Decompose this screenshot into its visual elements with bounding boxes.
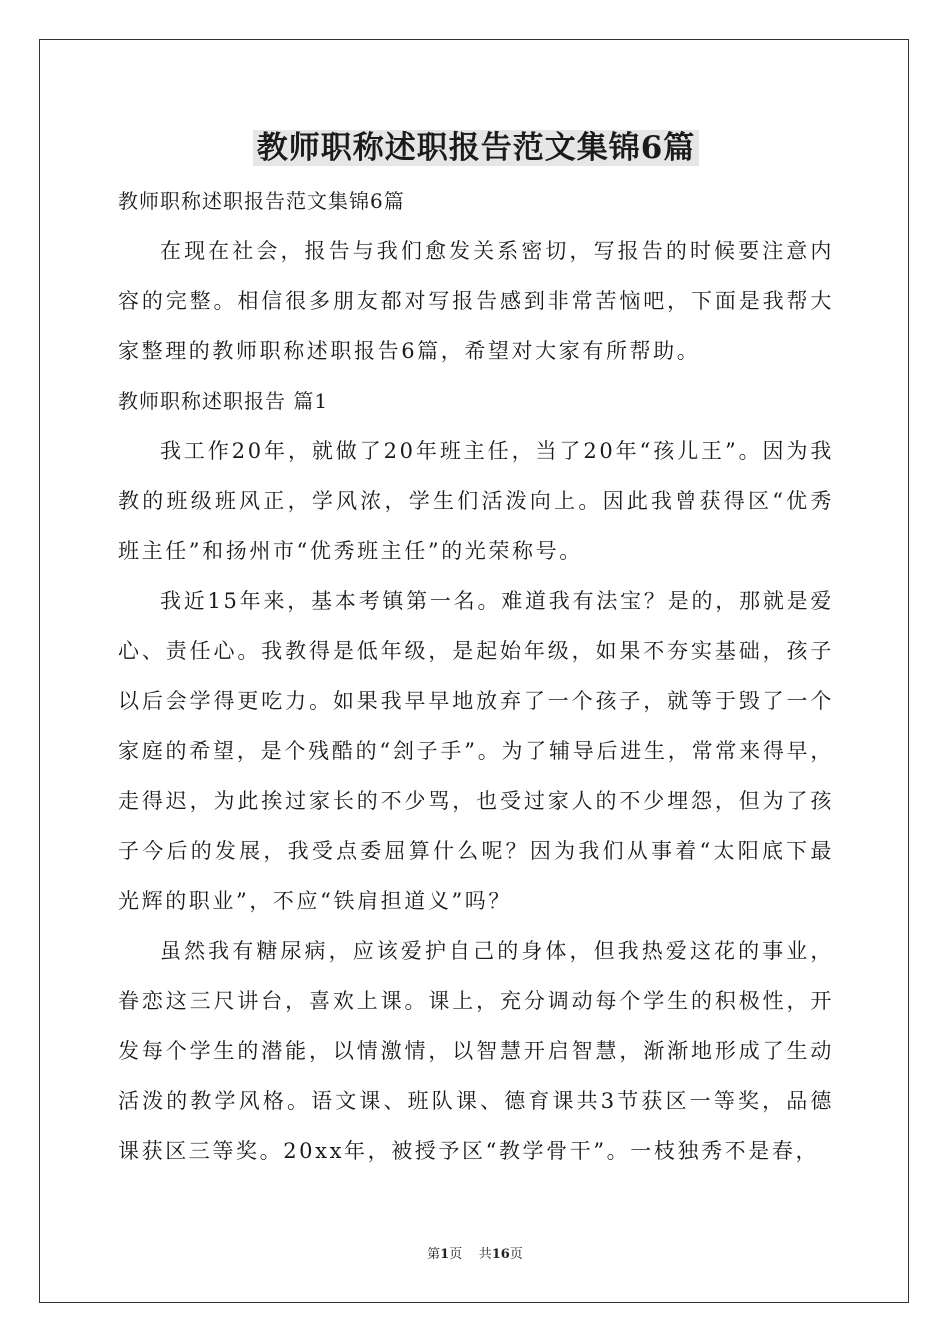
body-paragraph: 我工作20年，就做了20年班主任，当了20年“孩儿王”。因为我教的班级班风正，学风浓，学生们活泼向上。因此我曾获得区“优秀班主任”和扬州市“优秀班主任”的光荣称号。 <box>118 439 834 563</box>
document-subtitle: 教师职称述职报告范文集锦6篇 <box>118 189 405 213</box>
footer-prefix: 第 <box>427 1247 441 1262</box>
footer-total-prefix: 共 <box>478 1247 492 1262</box>
document-title-text: 教师职称述职报告范文集锦6篇 <box>253 130 700 166</box>
footer-total-suffix: 页 <box>509 1247 523 1262</box>
body-paragraph: 虽然我有糖尿病，应该爱护自己的身体，但我热爱这花的事业，眷恋这三尺讲台，喜欢上课。课上，充分调动每个学生的积极性，开发每个学生的潜能，以情激情，以智慧开启智慧，渐渐地形成了生动活泼的教学风格。语文课、班队课、德育课共3节获区一等奖，品德课获区三等奖。20xx年，被授予区“教学骨干”。一枝独秀不是春， <box>118 939 834 1163</box>
document-body <box>118 120 834 1176</box>
document-title <box>118 120 834 176</box>
section-heading: 教师职称述职报告 篇1 <box>118 389 329 413</box>
footer-page-number: 1 <box>440 1247 450 1262</box>
footer-page-suffix: 页 <box>449 1247 463 1262</box>
body-paragraph: 我近15年来，基本考镇第一名。难道我有法宝？是的，那就是爱心、责任心。我教得是低年级，是起始年级，如果不夯实基础，孩子以后会学得更吃力。如果我早早地放弃了一个孩子，就等于毁了一个家庭的希望，是个残酷的“刽子手”。为了辅导后进生，常常来得早，走得迟，为此挨过家长的不少骂，也受过家人的不少埋怨，但为了孩子今后的发展，我受点委屈算什么呢？因为我们从事着“太阳底下最光辉的职业”，不应“铁肩担道义”吗？ <box>118 589 834 913</box>
footer-total-pages: 16 <box>491 1247 510 1262</box>
intro-paragraph: 在现在社会，报告与我们愈发关系密切，写报告的时候要注意内容的完整。相信很多朋友都对写报告感到非常苦恼吧，下面是我帮大家整理的教师职称述职报告6篇，希望对大家有所帮助。 <box>118 239 834 363</box>
page-footer <box>0 1243 950 1262</box>
